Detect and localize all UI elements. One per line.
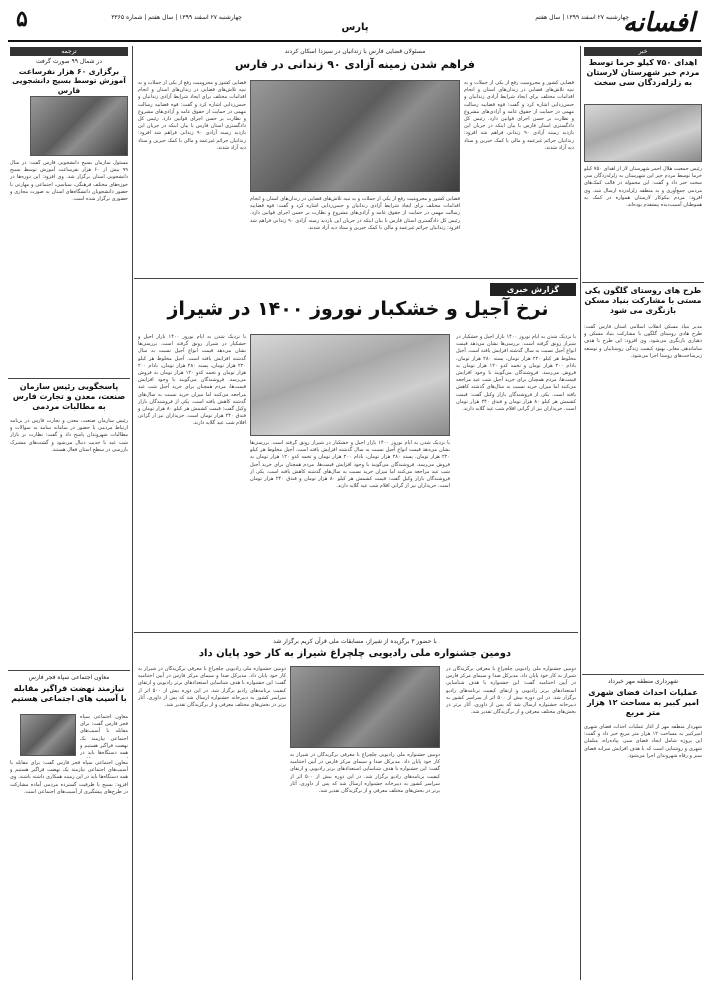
left-divider [8, 670, 130, 671]
column-divider [580, 46, 581, 980]
main-story-body-col3: با نزدیک شدن به ایام نوروز ۱۴۰۰ بازار آجیل و خشکبار در شیراز رونق گرفته است. بررسی‌ها نشان می‌دهد قیمت انواع آجیل نسبت به سال گذشته افزایش یافته است. آجیل مخلوط هر کیلو ۲۲۰ هزار تومان، پسته ۲۸۰ هزار تومان، بادام ۲۰۰ هزار تومان و تخمه کدو ۱۲۰ هزار تومان به فروش می‌رسد. فروشندگان می‌گویند با وجود افزایش قیمت‌ها، مردم همچنان برای خرید آجیل شب عید مراجعه می‌کنند اما میزان خرید نسبت به سال‌های گذشته کاهش یافته است. یکی از فروشندگان بازار وکیل گفت: قیمت کشمش هر کیلو ۸۰ هزار تومان و فندق ۲۴۰ هزار تومان است. خریداران نیز از گرانی اقلام شب عید گلایه دارند. [250, 440, 450, 490]
page-number: ۵ [16, 6, 28, 32]
top-story-photo [250, 80, 460, 192]
right-divider [582, 282, 704, 283]
right-divider [582, 674, 704, 675]
left-bottom-photo [20, 714, 76, 756]
left-top-body: مسئول سازمان بسیج دانشجویی فارس گفت: در سال ۹۹ بیش از ۶۰ هزار نفرساعت آموزش توسط بسیج دانشجویی استان برگزار شد. وی افزود: این دوره‌ها در حوزه‌های مختلف فرهنگی، سیاسی، اجتماعی و مهارتی با حضور دانشجویان دانشگاه‌های استان به صورت مجازی و حضوری برگزار شده است. [10, 160, 128, 203]
column-divider [132, 46, 133, 980]
main-story-tag: گزارش خبری [490, 283, 576, 296]
main-story-headline: نرخ آجیل و خشکبار نوروز ۱۴۰۰ در شیراز [167, 298, 549, 320]
newspaper-logo: افسانه [623, 8, 695, 38]
right-mid-headline: طرح های روستای گلگون یکی مستی با مشارکت بنیاد مسکن بازنگری می شود [584, 286, 702, 315]
right-box-label: خبر [584, 47, 702, 56]
main-story-body-col1: با نزدیک شدن به ایام نوروز ۱۴۰۰ بازار آجیل و خشکبار در شیراز رونق گرفته است. بررسی‌ها نشان می‌دهد قیمت انواع آجیل نسبت به سال گذشته افزایش یافته است. آجیل مخلوط هر کیلو ۲۲۰ هزار تومان، پسته ۲۸۰ هزار تومان، بادام ۲۰۰ هزار تومان و تخمه کدو ۱۲۰ هزار تومان به فروش می‌رسد. فروشندگان می‌گویند با وجود افزایش قیمت‌ها، مردم همچنان برای خرید آجیل شب عید مراجعه می‌کنند اما میزان خرید نسبت به سال‌های گذشته کاهش یافته است. یکی از فروشندگان بازار وکیل گفت: قیمت کشمش هر کیلو ۸۰ هزار تومان و فندق ۲۴۰ هزار تومان است. خریداران نیز از گرانی اقلام شب عید گلایه دارند. [456, 334, 576, 413]
section-divider [134, 278, 578, 279]
bottom-story-body-col2: دومین جشنواره ملی رادیویی چلچراغ با معرفی برگزیدگان در شیراز به کار خود پایان داد. مدیرکل صدا و سیمای مرکز فارس در آیین اختتامیه گفت: این جشنواره با هدف شناسایی استعدادهای برتر رادیویی و ارتقای کیفیت برنامه‌های رادیو برگزار شد. در این دوره بیش از ۵۰۰ اثر از سراسر کشور به دبیرخانه جشنواره ارسال شد که پس از داوری، آثار برتر در بخش‌های مختلف معرفی و از برگزیدگان تقدیر شد. [138, 666, 286, 709]
right-mid-body: مدیر بنیاد مسکن انقلاب اسلامی استان فارس گفت: طرح هادی روستای گلگون با مشارکت بنیاد مسکن و دهیاری بازنگری می‌شود. وی افزود: این طرح با هدف ساماندهی معابر، بهبود کیفیت زندگی روستاییان و توسعه زیرساخت‌های روستا اجرا می‌شود. [584, 324, 702, 359]
bottom-story-photo [290, 666, 440, 748]
right-top-body: رئیس جمعیت هلال احمر شهرستان لار از اهدای ۷۵۰ کیلو خرما توسط مردم خیر این شهرستان به زلزله‌زدگان سی سخت خبر داد و گفت: این محموله در قالب کمک‌های مردمی جمع‌آوری و به منطقه زلزله‌زده ارسال شد. وی افزود: مردم نیکوکار لارستان همواره در کمک به هموطنان آسیب‌دیده پیشقدم بوده‌اند. [584, 166, 702, 209]
bottom-story-headline: دومین جشنواره ملی رادیویی چلچراغ شیراز به کار خود پایان داد [198, 648, 512, 659]
right-bottom-headline: عملیات احداث فضای شهری امیر کبیر به مساحت ۱۲ هزار متر مربع [587, 688, 699, 717]
section-name: پارس [341, 22, 369, 33]
main-story-body-col2: با نزدیک شدن به ایام نوروز ۱۴۰۰ بازار آجیل و خشکبار در شیراز رونق گرفته است. بررسی‌ها نشان می‌دهد قیمت انواع آجیل نسبت به سال گذشته افزایش یافته است. آجیل مخلوط هر کیلو ۲۲۰ هزار تومان، پسته ۲۸۰ هزار تومان، بادام ۲۰۰ هزار تومان و تخمه کدو ۱۲۰ هزار تومان به فروش می‌رسد. فروشندگان می‌گویند با وجود افزایش قیمت‌ها، مردم همچنان برای خرید آجیل شب عید مراجعه می‌کنند اما میزان خرید نسبت به سال‌های گذشته کاهش یافته است. یکی از فروشندگان بازار وکیل گفت: قیمت کشمش هر کیلو ۸۰ هزار تومان و فندق ۲۴۰ هزار تومان است. خریداران نیز از گرانی اقلام شب عید گلایه دارند. [138, 334, 246, 427]
right-top-headline: اهدای ۷۵۰ کیلو خرما توسط مردم خیر شهرستان لارستان به زلزله‌زدگان سی سخت [586, 58, 700, 87]
top-story-body-col3: قضایی کشور و محرومیت رفع از یکی از جملات و به تبیه تلاش‌های قضایی در زندان‌های استان و انجام اقدامات مختلف برای ایجاد شرایط آزادی زندانیان و حبس‌زدایی اشاره کرد و گفت: قوه قضاییه رسالت مهمی در حمایت از حقوق عامه و آزادی‌های مشروع و نظارت بر حسن اجرای قوانین دارد. رئیس کل دادگستری استان فارس با بیان اینکه در جریان این بازدید زمینه آزادی ۹۰ زندانی فراهم شد افزود: زندانیان جرائم غیرعمد و مالی با کمک خیرین و ستاد دیه آزاد شدند. [250, 196, 460, 231]
right-bottom-body: شهردار منطقه مهر از آغاز عملیات احداث فضای شهری امیرکبیر به مساحت ۱۲ هزار متر مربع خبر داد و گفت: این پروژه شامل ایجاد فضای سبز، پیاده‌راه، مبلمان شهری و روشنایی است که با هدف افزایش سرانه فضای سبز و رفاه شهروندان اجرا می‌شود. [584, 724, 702, 759]
left-box-label: ترجمه [10, 47, 128, 56]
top-story-kicker: مسئولان قضایی فارس با زندانیان در سیزدا اسکان کردند [284, 48, 426, 55]
bottom-story-body-col1: دومین جشنواره ملی رادیویی چلچراغ با معرفی برگزیدگان در شیراز به کار خود پایان داد. مدیرکل صدا و سیمای مرکز فارس در آیین اختتامیه گفت: این جشنواره با هدف شناسایی استعدادهای برتر رادیویی و ارتقای کیفیت برنامه‌های رادیو برگزار شد. در این دوره بیش از ۵۰۰ اثر از سراسر کشور به دبیرخانه جشنواره ارسال شد که پس از داوری، آثار برتر در بخش‌های مختلف معرفی و از برگزیدگان تقدیر شد. [446, 666, 576, 716]
dateline-right: چهارشنبه ۲۷ اسفند ۱۳۹۹ | سال هفتم [535, 14, 629, 21]
top-story-body-col2: قضایی کشور و محرومیت رفع از یکی از جملات و به تبیه تلاش‌های قضایی در زندان‌های استان و انجام اقدامات مختلف برای ایجاد شرایط آزادی زندانیان و حبس‌زدایی اشاره کرد و گفت: قوه قضاییه رسالت مهمی در حمایت از حقوق عامه و آزادی‌های مشروع و نظارت بر حسن اجرای قوانین دارد. رئیس کل دادگستری استان فارس با بیان اینکه در جریان این بازدید زمینه آزادی ۹۰ زندانی فراهم شد افزود: زندانیان جرائم غیرعمد و مالی با کمک خیرین و ستاد دیه آزاد شدند. [138, 80, 246, 151]
left-bottom-body-side: معاون اجتماعی سپاه فجر فارس گفت: برای مقابله با آسیب‌های اجتماعی نیازمند یک نهضت فراگیر هستیم و همه دستگاه‌ها باید در [80, 714, 128, 757]
dateline: چهارشنبه ۲۷ اسفند ۱۳۹۹ | سال هفتم | شماره ۳۳۶۵ [111, 14, 242, 21]
bottom-story-body-col3: دومین جشنواره ملی رادیویی چلچراغ با معرفی برگزیدگان در شیراز به کار خود پایان داد. مدیرکل صدا و سیمای مرکز فارس در آیین اختتامیه گفت: این جشنواره با هدف شناسایی استعدادهای برتر رادیویی و ارتقای کیفیت برنامه‌های رادیو برگزار شد. در این دوره بیش از ۵۰۰ اثر از سراسر کشور به دبیرخانه جشنواره ارسال شد که پس از داوری، آثار برتر در بخش‌های مختلف معرفی و از برگزیدگان تقدیر شد. [290, 752, 440, 795]
bottom-story-kicker: با حضور ۳ برگزیده از شیراز، مسابقات ملی قرآن کریم برگزار شد [273, 638, 437, 645]
left-mid-headline: پاسخگویی رئیس سازمان صنعت، معدن و تجارت فارس به مطالبات مردمی [12, 382, 126, 411]
right-top-photo [584, 104, 702, 162]
left-bottom-body: معاون اجتماعی سپاه فجر فارس گفت: برای مقابله با آسیب‌های اجتماعی نیازمند یک نهضت فراگیر هستیم و همه دستگاه‌ها باید در این زمینه همکاری داشته باشند. وی افزود: بسیج با ظرفیت گسترده مردمی آماده مشارکت در طرح‌های پیشگیری از آسیب‌های اجتماعی است. [10, 760, 128, 795]
left-top-headline: برگزاری ۶۰ هزار نفرساعت آموزش توسط بسیج دانشجویی فارس [12, 67, 126, 95]
left-top-kicker: در شمال ۹۹ صورت گرفت [35, 58, 102, 65]
left-divider [8, 378, 130, 379]
left-bottom-kicker: معاون اجتماعی سپاه فجر فارس [28, 674, 110, 681]
right-bottom-kicker: شهرداری منطقه مهر خبرداد [607, 678, 679, 685]
left-mid-body: رئیس سازمان صنعت، معدن و تجارت فارس در برنامه ارتباط مردمی با حضور در سامانه سامد به سوالات و مطالبات شهروندان پاسخ داد و گفت: نظارت بر بازار شب عید با جدیت دنبال می‌شود و گشت‌های مشترک بازرسی در سطح استان فعال هستند. [10, 418, 128, 453]
top-story-headline: فراهم شدن زمینه آزادی ۹۰ زندانی در فارس [235, 58, 475, 71]
left-top-photo [30, 96, 128, 156]
left-bottom-headline: نیازمند نهضت فراگیر مقابله با آسیب های اجتماعی هستیم [11, 684, 127, 703]
top-story-body-col1: قضایی کشور و محرومیت رفع از یکی از جملات و به تبیه تلاش‌های قضایی در زندان‌های استان و انجام اقدامات مختلف برای ایجاد شرایط آزادی زندانیان و حبس‌زدایی اشاره کرد و گفت: قوه قضاییه رسالت مهمی در حمایت از حقوق عامه و آزادی‌های مشروع و نظارت بر حسن اجرای قوانین دارد. رئیس کل دادگستری استان فارس با بیان اینکه در جریان این بازدید زمینه آزادی ۹۰ زندانی فراهم شد افزود: زندانیان جرائم غیرعمد و مالی با کمک خیرین و ستاد دیه آزاد شدند. [464, 80, 574, 151]
section-divider [134, 632, 578, 633]
main-story-photo [250, 334, 450, 436]
